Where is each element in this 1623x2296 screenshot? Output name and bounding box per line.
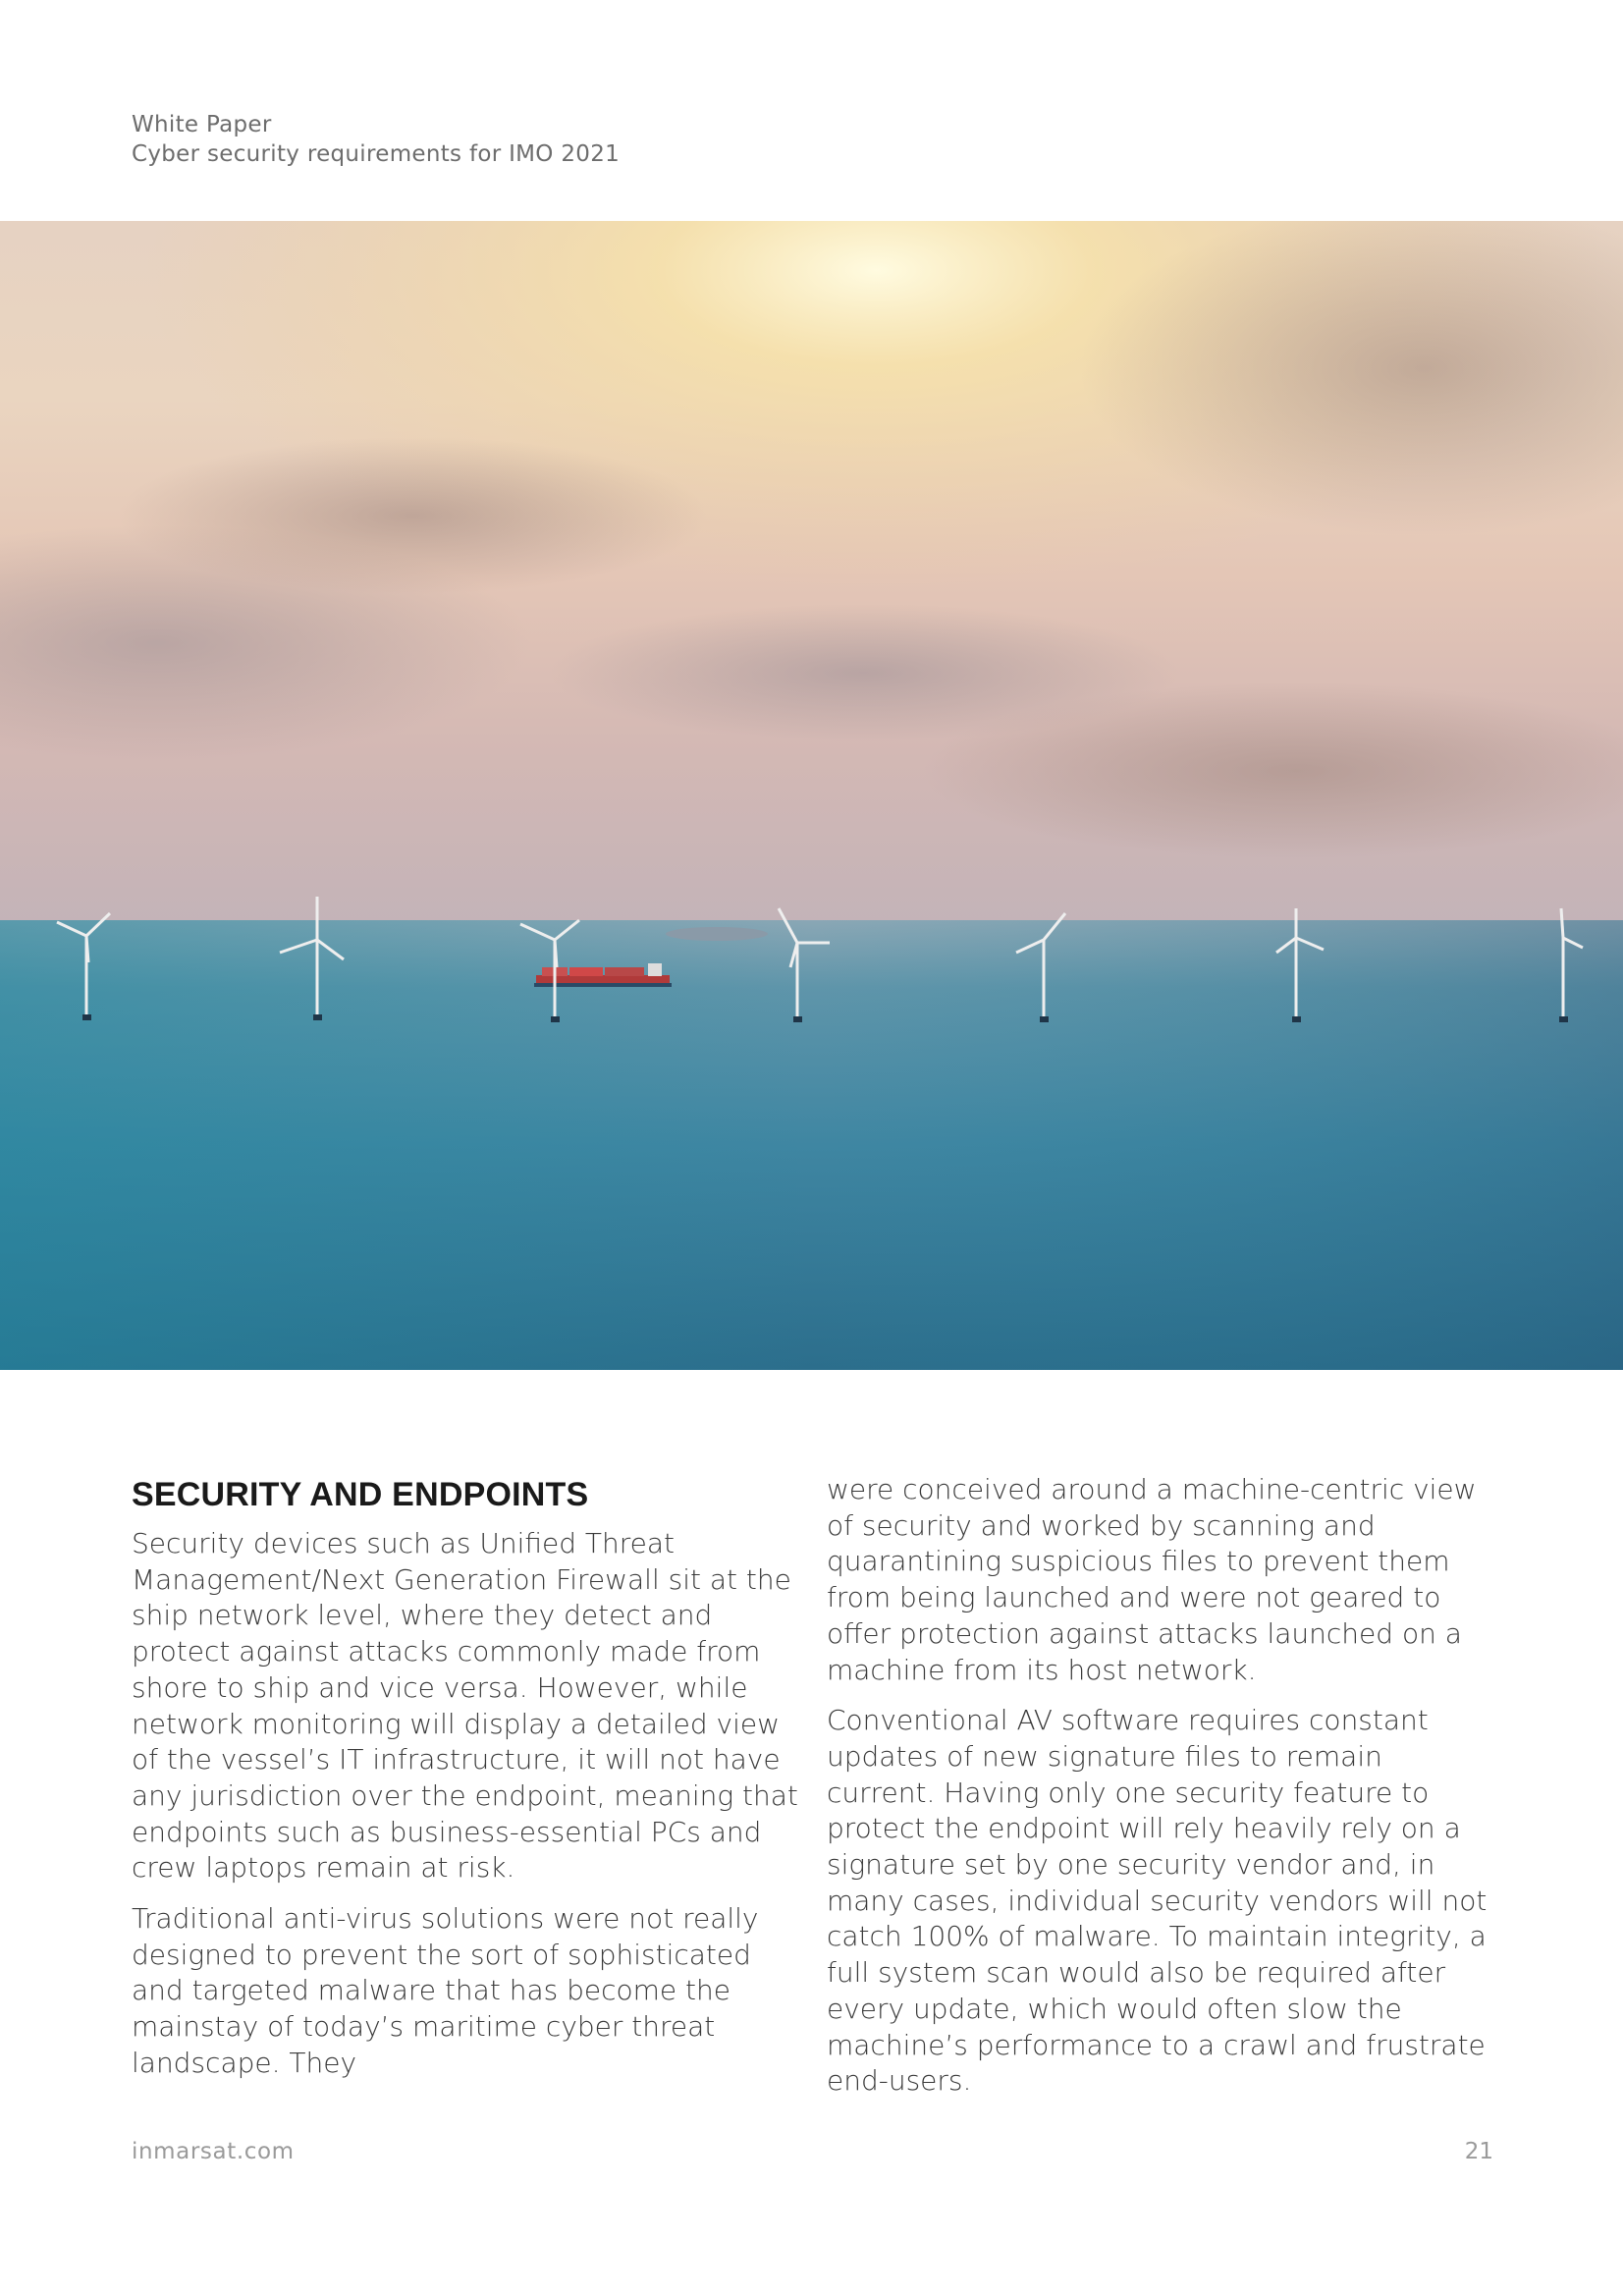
offshore-wind-farm-icon bbox=[0, 221, 1623, 1370]
text-column-right bbox=[827, 1472, 1494, 2114]
paragraph-1: Security devices such as Unified Threat Management/Next Generation Firewall sit at the ship network level, where they detect and protect against attacks commonly made from shore to ship and vice versa. However, while network monitoring will display a detailed view of the vessel’s IT infrastructure, it will not have any jurisdiction over the endpoint, meaning that endpoints such as business-essential PCs and crew laptops remain at risk. bbox=[132, 1527, 798, 1885]
paragraph-2: Traditional anti-virus solutions were not really designed to prevent the sort of sophisticated and targeted malware that has become the mainstay of today’s maritime cyber threat landscape. They bbox=[132, 1902, 759, 2079]
section-heading: SECURITY AND ENDPOINTS bbox=[132, 1476, 589, 1513]
hero-image bbox=[0, 221, 1623, 1370]
page-header bbox=[132, 110, 620, 169]
text-column-left bbox=[132, 1473, 799, 2097]
page-number: 21 bbox=[1464, 2139, 1493, 2164]
document-type: White Paper bbox=[132, 112, 272, 137]
footer-website: inmarsat.com bbox=[132, 2139, 295, 2164]
paragraph-3: Conventional AV software requires constant updates of new signature files to remain current. Having only one security feature to protect the endpoint will rely heavily rely on a signature set by one security vendor and, in many cases, individual security vendors will not catch 100% of malware. To maintain integrity, a full system scan would also be required after every update, which would often slow the machine’s performance to a crawl and frustrate end-users. bbox=[827, 1704, 1488, 2098]
document-title: Cyber security requirements for IMO 2021 bbox=[132, 141, 621, 167]
paragraph-2-continued: were conceived around a machine-centric view of security and worked by scanning and quarantining suspicious files to prevent them from being launched and were not geared to offer protection against attacks launched on a machine from its host network. bbox=[827, 1473, 1477, 1686]
